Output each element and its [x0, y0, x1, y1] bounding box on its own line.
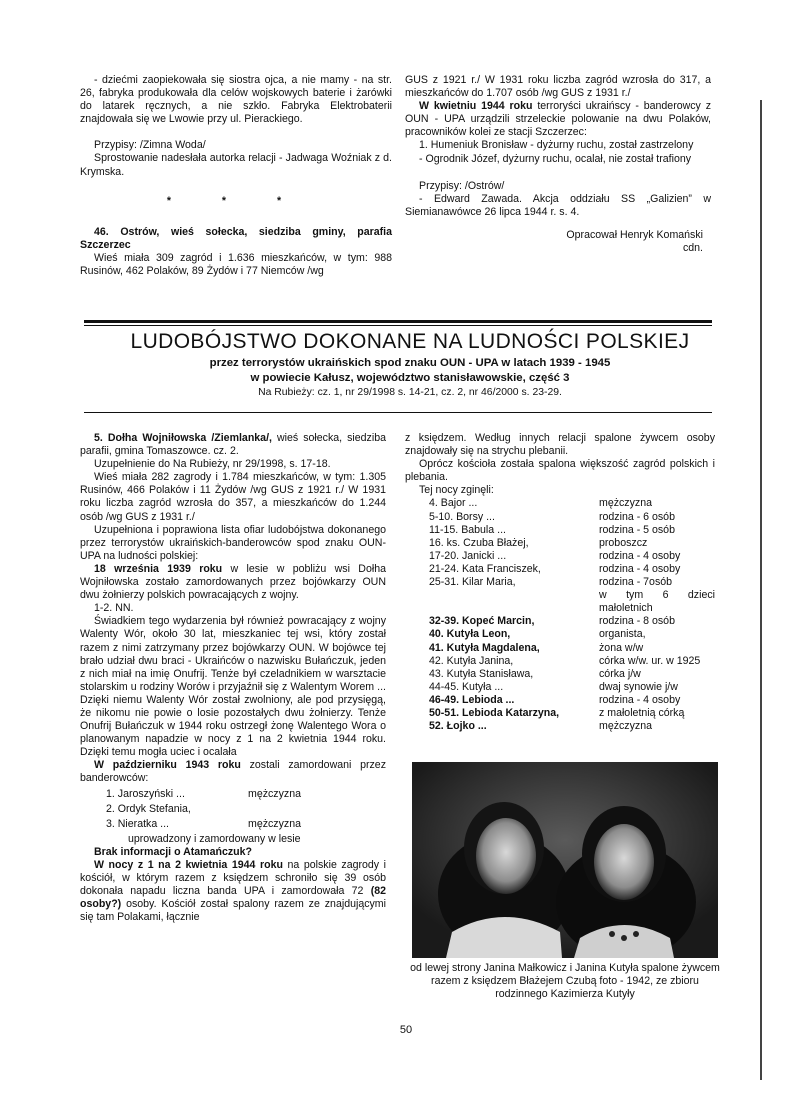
list-item — [405, 720, 715, 733]
header-bottom-rule — [84, 412, 712, 413]
article-reference: Na Rubieży: cz. 1, nr 29/1998 s. 14-21, cz. 2, nr 46/2000 s. 23-29. — [258, 387, 562, 398]
october-victims-list — [104, 786, 303, 833]
historical-photo — [412, 762, 718, 958]
victim-name: 52. Łojko ... — [429, 720, 487, 733]
top-left-column — [80, 74, 392, 278]
october-text: zostali zamordowani przez banderowców: — [80, 759, 386, 785]
victim-desc: żona w/w — [599, 641, 644, 654]
list-item — [405, 537, 715, 550]
header-rule-thin — [84, 325, 712, 326]
october-date: W październiku 1943 roku — [94, 759, 241, 772]
list-item — [405, 576, 715, 589]
october-note: uprowadzony i zamordowany w lesie — [128, 832, 301, 845]
victim-desc: rodzina - 7osób — [599, 576, 673, 589]
burned-farms-text: Oprócz kościoła została spalona większość zagród polskich i plebania. — [405, 458, 715, 484]
correction-text: - dziećmi zaopiekowała się siostra ojca, a nie mamy - na str. 26, fabryka produkowała dla celów wojskowych baterie i żarówki do latarek ręcznych, a nie szkło. Fabryka Elektrobaterii znajdowała się we Lwowie przy ul. Pierackiego. — [80, 74, 392, 126]
list-item — [405, 694, 715, 707]
list-item — [405, 668, 715, 681]
victim-name: 43. Kutyła Stanisława, — [429, 667, 534, 680]
april-night-text: na polskie zagrody i kościół, w którym razem z księdzem schroniło się 39 osób dokonała napadu liczna banda UPA i zamordowała 72 — [80, 859, 387, 898]
april-night-paragraph — [80, 859, 386, 924]
top-right-column — [405, 74, 711, 255]
list-item — [405, 655, 715, 668]
victim-desc — [248, 803, 301, 816]
page-edge-line — [760, 100, 762, 1080]
victim-name: 46-49. Lebioda ... — [429, 693, 515, 706]
article-subtitle-2: w powiecie Kałusz, województwo stanisławowskie, część 3 — [250, 372, 570, 384]
header-rule-thick — [84, 320, 712, 323]
victim-desc: mężczyzna — [248, 817, 301, 830]
witness-paragraph: Świadkiem tego wydarzenia był również powracający z wojny Walenty Wór, około 30 lat, mieszkaniec tej wsi, który został razem z nimi zatrzymany przez bojówkarzy OUN. W bojówce tej brało udział dwu braci - Ukraińców o nazwisku Bułańczuk, jeden z nich miał na imię Onufrij. Tenże był czeladnikiem w warsztacie stolarskim u rodziny Worów i przyjaźnił się z Walentym Worem ... Dzięki niemu Walenty Wór został zwolniony, ale pod przysięgą, że nikomu nie powie o losie pozostałych dwu żołnierzy. Tenże Onufrij Bułańczuk w 1944 roku ostrzegł żonę Walentego Wora o planowanym napadzie w nocy z 1 na 2 kwietnia 1944 roku. Dzięki temu mogła uciec i ocalała — [80, 615, 386, 759]
continued-mark: cdn. — [682, 242, 703, 255]
przypisy-ostrow-text: - Edward Zawada. Akcja oddziału SS „Galizien” w Siemianawówce 26 lipca 1944 r. s. 4. — [405, 192, 711, 218]
september-date: 18 września 1939 roku — [94, 562, 223, 575]
victim-name: 4. Bajor ... — [429, 497, 478, 510]
list-item — [405, 707, 715, 720]
victim-name: 44-45. Kutyła ... — [429, 680, 504, 693]
dolha-population: Wieś miała 282 zagrody i 1.784 mieszkańców, w tym: 1.305 Rusinów, 466 Polaków i 11 Żydów /wg GUS z 1921 r./ W 1931 roku liczba zagród wzrosła do 357, a mieszkańców do 1.244 osób /wg GUS z 1931 r./ — [80, 471, 386, 523]
victim-name — [405, 589, 599, 615]
april-night-count: (82 osoby?) — [80, 885, 386, 911]
sprostowanie-text: Sprostowanie nadesłała autorka relacji - Jadwaga Woźniak z d. Krymska. — [80, 152, 392, 178]
april-night-date: W nocy z 1 na 2 kwietnia 1944 roku — [94, 859, 283, 871]
victim-name: 5-10. Borsy ... — [429, 510, 495, 523]
victim-desc: rodzina - 6 osób — [599, 510, 675, 523]
september-text: w lesie w pobliżu wsi Dołha Wojniłowska zostało zamordowanych przez bojówkarzy OUN dwu żołnierzy polskich powracających z wojny. — [80, 562, 386, 602]
uzupelnienie-text: Uzupełnienie do Na Rubieży, nr 29/1998, s. 17-18. — [94, 458, 331, 471]
april-text: terroryści ukraińscy - banderowcy z OUN - UPA urządzili strzeleckie polowanie na dwu Polaków, pracowników kolei ze stacji Szczerzec: — [405, 100, 712, 139]
victim-name: 11-15. Babula ... — [429, 523, 506, 536]
victim-ogrodnik: - Ogrodnik Józef, dyżurny ruchu, ocalał, nie został trafiony — [419, 152, 692, 165]
list-item — [405, 511, 715, 524]
lower-left-column — [80, 432, 386, 924]
victim-desc: córka w/w. ur. w 1925 — [599, 654, 701, 667]
april-paragraph — [405, 100, 711, 139]
september-paragraph — [80, 563, 386, 602]
victim-desc: rodzina - 4 osoby — [599, 693, 681, 706]
article-subtitle-1: przez terrorystów ukraińskich spod znaku OUN - UPA w latach 1939 - 1945 — [209, 357, 611, 369]
list-item — [405, 550, 715, 563]
victim-name: 40. Kutyła Leon, — [429, 628, 511, 641]
victims-list-intro: Uzupełniona i poprawiona lista ofiar ludobójstwa dokonanego przez terrorystów ukraińskich-banderowców spod znaku OUN-UPA na ludności polskiej: — [80, 523, 386, 562]
list-item — [405, 615, 715, 628]
lower-right-column — [405, 432, 715, 733]
victim-desc: rodzina - 5 osób — [599, 523, 675, 536]
victim-desc: mężczyzna — [599, 720, 652, 733]
burned-text: z księdzem. Według innych relacji spalone żywcem osoby znajdowały się na strychu plebanii. — [405, 432, 715, 458]
nn-victims: 1-2. NN. — [94, 602, 134, 615]
victim-desc: rodzina - 4 osoby — [599, 562, 681, 575]
entry-title-ostrow: 46. Ostrów, wieś sołecka, siedziba gminy, parafia Szczerzec — [80, 225, 392, 251]
photo-image — [412, 762, 718, 958]
victim-desc: proboszcz — [599, 536, 648, 549]
that-night-intro: Tej nocy zginęli: — [419, 484, 494, 497]
entry-text-ostrow: Wieś miała 309 zagród i 1.636 mieszkańców, w tym: 988 Rusinów, 462 Polaków, 89 Żydów i 77 Niemców /wg — [80, 251, 392, 278]
list-item — [405, 589, 715, 615]
list-item — [405, 628, 715, 641]
april-victims-list — [405, 497, 715, 733]
victim-name: 41. Kutyła Magdalena, — [429, 641, 540, 654]
victim-name: 1. Jaroszyński ... — [106, 787, 185, 800]
october-paragraph — [80, 759, 386, 785]
gus-text: GUS z 1921 r./ W 1931 roku liczba zagród wzrosła do 317, a mieszkańców do 1.707 osób /wg GUS z 1931 r./ — [405, 74, 711, 100]
victim-name: 42. Kutyła Janina, — [429, 654, 514, 667]
list-item — [106, 788, 301, 801]
victim-desc: mężczyzna — [248, 787, 301, 800]
author-signature: Opracował Henryk Komański — [566, 228, 703, 241]
entry-title-dolha-bold: 5. Dołha Wojniłowska /Ziemlanka/, — [94, 432, 272, 444]
list-item — [106, 803, 301, 816]
victim-name: 17-20. Janicki ... — [429, 549, 507, 562]
brak-informacji: Brak informacji o Atamańczuk? — [94, 845, 252, 858]
victim-name: 50-51. Lebioda Katarzyna, — [429, 706, 560, 719]
article-title: LUDOBÓJSTWO DOKONANE NA LUDNOŚCI POLSKIEJ — [130, 330, 690, 353]
victim-name: 2. Ordyk Stefania, — [106, 802, 191, 815]
list-item — [405, 497, 715, 510]
victim-name: 3. Nieratka ... — [106, 817, 169, 830]
section-separator: * * * — [166, 194, 306, 207]
przypisy-label: Przypisy: /Zimna Woda/ — [94, 139, 206, 152]
victim-desc: organista, — [599, 628, 646, 641]
april-night-end: osoby. Kościół został spalony razem ze znajdującymi się tam Polakami, łącznie — [80, 898, 386, 924]
przypisy-ostrow-label: Przypisy: /Ostrów/ — [419, 179, 505, 192]
page-number: 50 — [399, 1024, 413, 1036]
victim-name: 21-24. Kata Franciszek, — [429, 562, 541, 575]
list-item — [405, 642, 715, 655]
victim-desc: dwaj synowie j/w — [599, 680, 678, 693]
entry-title-dolha-rest: wieś sołecka, siedziba parafii, gmina Tomaszowce. cz. 2. — [80, 432, 386, 458]
victim-desc: z małoletnią córką — [599, 706, 685, 719]
victim-name: 16. ks. Czuba Błażej, — [429, 536, 529, 549]
list-item — [405, 681, 715, 694]
list-item — [106, 818, 301, 831]
list-item — [405, 563, 715, 576]
victim-desc: w tym 6 dzieci małoletnich — [599, 589, 715, 615]
victim-desc: córka j/w — [599, 667, 641, 680]
victim-desc: rodzina - 4 osoby — [599, 549, 681, 562]
list-item — [405, 524, 715, 537]
victim-humeniuk: 1. Humeniuk Bronisław - dyżurny ruchu, został zastrzelony — [419, 139, 694, 152]
photo-caption: od lewej strony Janina Małkowicz i Janina Kutyła spalone żywcem razem z księdzem Błażejem Czubą foto - 1942, ze zbioru rodzinnego Kazimierza Kutyły — [410, 962, 720, 1000]
victim-desc: rodzina - 8 osób — [599, 615, 675, 628]
entry-title-dolha — [80, 432, 386, 458]
victim-desc: mężczyzna — [599, 497, 652, 510]
april-date: W kwietniu 1944 roku — [419, 100, 533, 113]
victim-name: 25-31. Kilar Maria, — [429, 576, 516, 589]
victim-name: 32-39. Kopeć Marcin, — [429, 615, 535, 628]
